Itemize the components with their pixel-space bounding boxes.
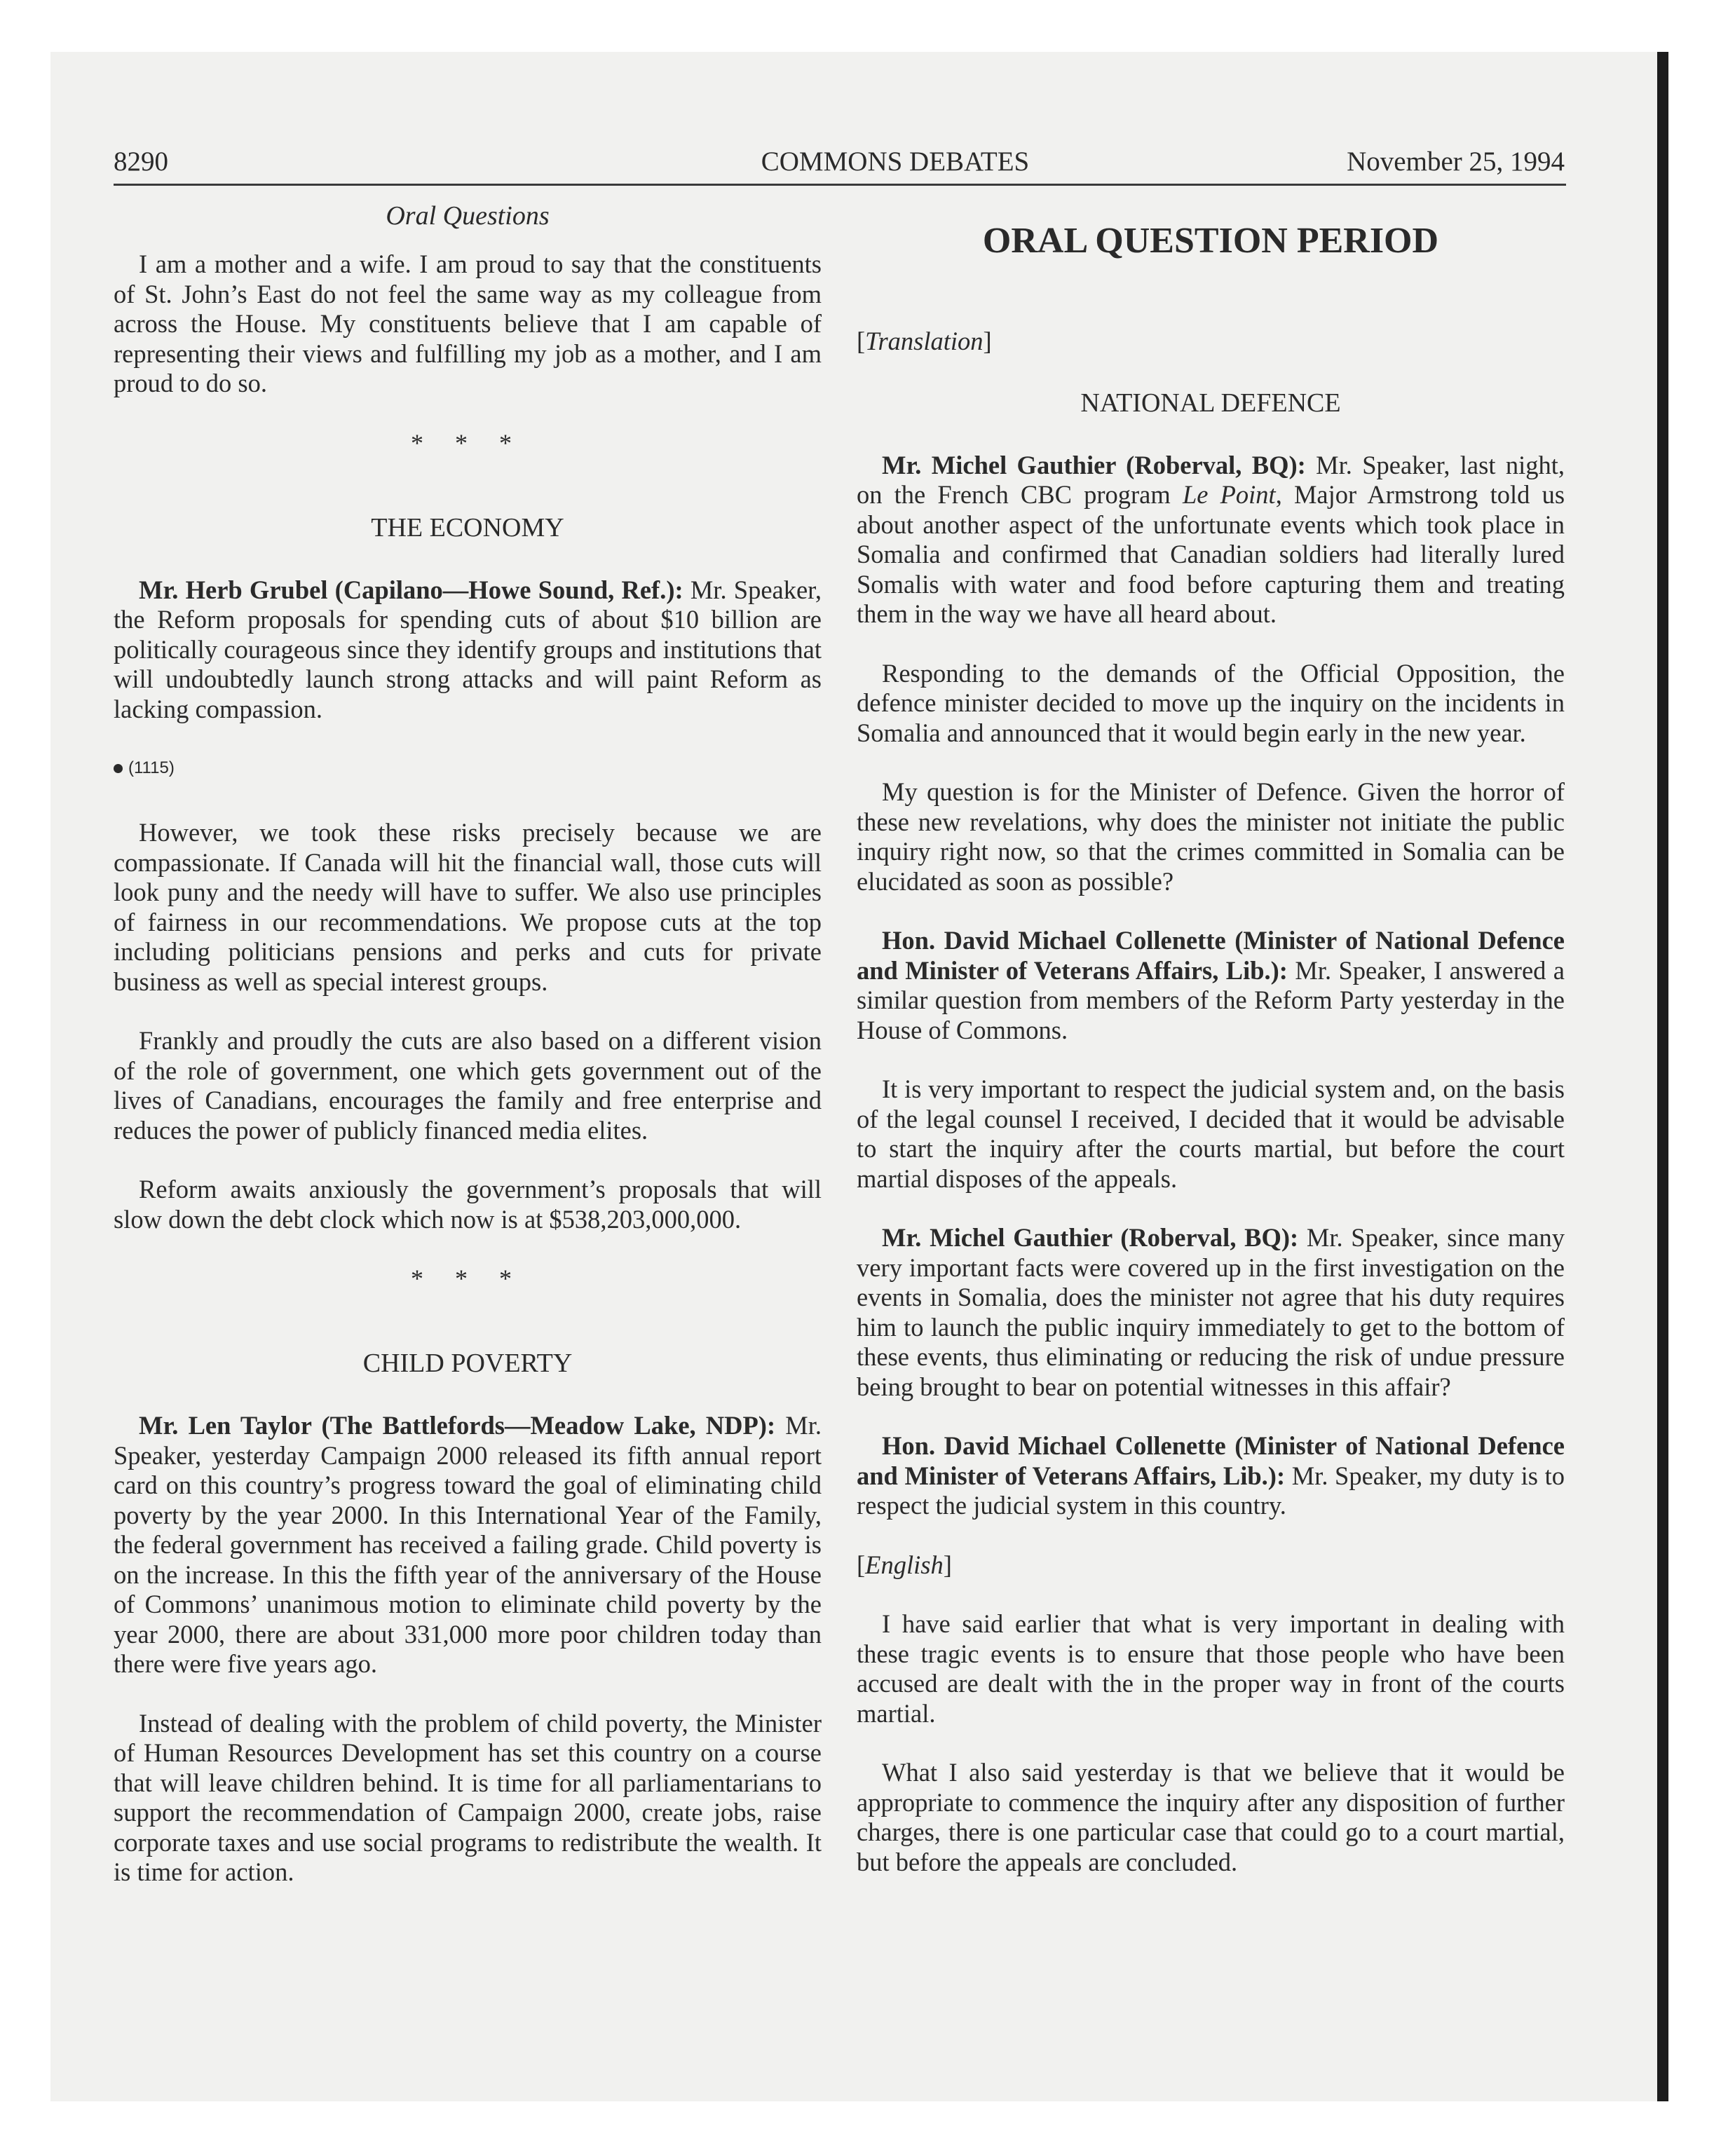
paragraph: It is very important to respect the judicial system and, on the basis of the legal counsel I received, I decided that it would be advisable to start the inquiry after the courts martial, but before the court martial disposes of the appeals. xyxy=(857,1074,1565,1193)
speech-gauthier-2 xyxy=(857,1223,1565,1402)
heading-the-economy: THE ECONOMY xyxy=(371,512,564,543)
paragraph: Reform awaits anxiously the government’s proposals that will slow down the debt clock which now is at $538,203,000,000. xyxy=(114,1175,822,1234)
header-rule xyxy=(114,184,1566,186)
speech-text: , Major Armstrong told us about another aspect of the unfortunate events which took place in Somalia and confirmed that Canadian soldiers had literally lured Somalis with water and food before capturing them and treating them in the way we have all heard about. xyxy=(857,480,1565,628)
speech-collenette-1 xyxy=(857,926,1565,1045)
paragraph: Responding to the demands of the Official Opposition, the defence minister decided to move up the inquiry on the incidents in Somalia and announced that it would begin early in the new year. xyxy=(857,658,1565,747)
paragraph: My question is for the Minister of Defence. Given the horror of these new revelations, why does the minister not initiate the public inquiry right now, so that the crimes committed in Somalia can be elucidated as soon as possible? xyxy=(857,777,1565,896)
speaker-name: Hon. David Michael Collenette (Minister of National Defence and Minister of Veterans Affairs, Lib.): xyxy=(857,926,1565,985)
speaker-name: Mr. Herb Grubel (Capilano—Howe Sound, Ref.): xyxy=(139,575,683,604)
paragraph: I am a mother and a wife. I am proud to say that the constituents of St. John’s East do not feel the same way as my colleague from across the House. My constituents believe that I am capable of representing their views and fulfilling my job as a mother, and I am proud to do so. xyxy=(114,250,822,397)
paragraph: However, we took these risks precisely because we are compassionate. If Canada will hit the financial wall, those cuts will look puny and the needy will have to suffer. We also use principles of fairness in our recommendations. We propose cuts at the top including politicians pensions and perks and cuts for private business as well as special interest groups. xyxy=(114,818,822,996)
section-label: Oral Questions xyxy=(386,201,550,231)
section-separator: * * * xyxy=(411,1264,524,1292)
speech-text: Mr. Speaker, yesterday Campaign 2000 released its fifth annual report card on this country’s progress toward the goal of eliminating child poverty by the year 2000. In this International Year of the Family, the federal government has received a failing grade. Child poverty is on the increase. In this the fifth year of the anniversary of the House of Commons’ unanimous motion to eliminate child poverty by the year 2000, there are about 331,000 more poor children today than there were five years ago. xyxy=(114,1411,822,1678)
speaker-name: Hon. David Michael Collenette (Minister of National Defence and Minister of Veterans Affairs, Lib.): xyxy=(857,1431,1565,1490)
speech-text: Mr. Speaker, last night, on the French CBC program xyxy=(857,450,1565,509)
speaker-name: Mr. Michel Gauthier (Roberval, BQ): xyxy=(882,450,1306,479)
time-stamp-text: (1115) xyxy=(128,758,175,777)
paragraph: What I also said yesterday is that we believe that it would be appropriate to commence the inquiry after any disposition of further charges, there is one particular case that could go to a court martial, but before the appeals are concluded. xyxy=(857,1758,1565,1876)
speaker-name: Mr. Michel Gauthier (Roberval, BQ): xyxy=(882,1223,1299,1252)
left-column xyxy=(114,199,822,1917)
publication-title: COMMONS DEBATES xyxy=(761,146,1030,177)
heading-oral-question-period: ORAL QUESTION PERIOD xyxy=(982,221,1439,261)
paragraph: I have said earlier that what is very important in dealing with these tragic events is to ensure that those people who have been accused are dealt with the in the proper way in front of the courts martial. xyxy=(857,1609,1565,1728)
language-note-text: Translation xyxy=(865,327,984,355)
speech-text: Mr. Speaker, since many very important facts were covered up in the first investigation on the events in Somalia, does the minister not agree that his duty requires him to launch the public inquiry immediately to get to the bottom of these events, thus eliminating or reducing the risk of undue pressure being brought to bear on potential witnesses in this affair? xyxy=(857,1223,1565,1401)
time-stamp xyxy=(114,753,822,783)
page-sheet xyxy=(50,52,1670,2101)
paragraph: Frankly and proudly the cuts are also based on a different vision of the role of government, one which gets government out of the lives of Canadians, encourages the family and free enterprise and reduces the power of publicly financed media elites. xyxy=(114,1026,822,1145)
speech-gauthier-1 xyxy=(857,451,1565,629)
speech-grubel xyxy=(114,575,822,725)
right-column xyxy=(857,199,1565,1906)
speech-text: Mr. Speaker, the Reform proposals for spending cuts of about $10 billion are politically courageous since they identify groups and institutions that will undoubtedly launch strong attacks and will paint Reform as lacking compassion. xyxy=(114,575,822,723)
speech-collenette-2 xyxy=(857,1431,1565,1521)
speech-text: Mr. Speaker, I answered a similar question from members of the Reform Party yesterday in the House of Commons. xyxy=(857,955,1565,1044)
language-note-translation: [Translation] xyxy=(857,327,992,355)
language-note-english: [English] xyxy=(857,1550,952,1579)
speech-text: Mr. Speaker, my duty is to respect the judicial system in this country. xyxy=(857,1461,1565,1520)
page-number: 8290 xyxy=(114,146,168,177)
speaker-name: Mr. Len Taylor (The Battlefords—Meadow Lake, NDP): xyxy=(139,1411,776,1440)
speech-taylor xyxy=(114,1411,822,1679)
section-separator: * * * xyxy=(411,428,524,457)
publication-date: November 25, 1994 xyxy=(1347,146,1565,177)
heading-national-defence: NATIONAL DEFENCE xyxy=(1080,388,1341,418)
scan-edge-bar xyxy=(1657,52,1668,2101)
language-note-text: English xyxy=(865,1550,944,1579)
paragraph: Instead of dealing with the problem of child poverty, the Minister of Human Resources Development has set this country on a course that will leave children behind. It is time for all parliamentarians to support the recommendation of Campaign 2000, create jobs, raise corporate taxes and use social programs to redistribute the wealth. It is time for action. xyxy=(114,1708,822,1886)
bullet-icon xyxy=(114,764,123,773)
heading-child-poverty: CHILD POVERTY xyxy=(362,1349,573,1378)
program-name: Le Point xyxy=(1182,480,1276,509)
